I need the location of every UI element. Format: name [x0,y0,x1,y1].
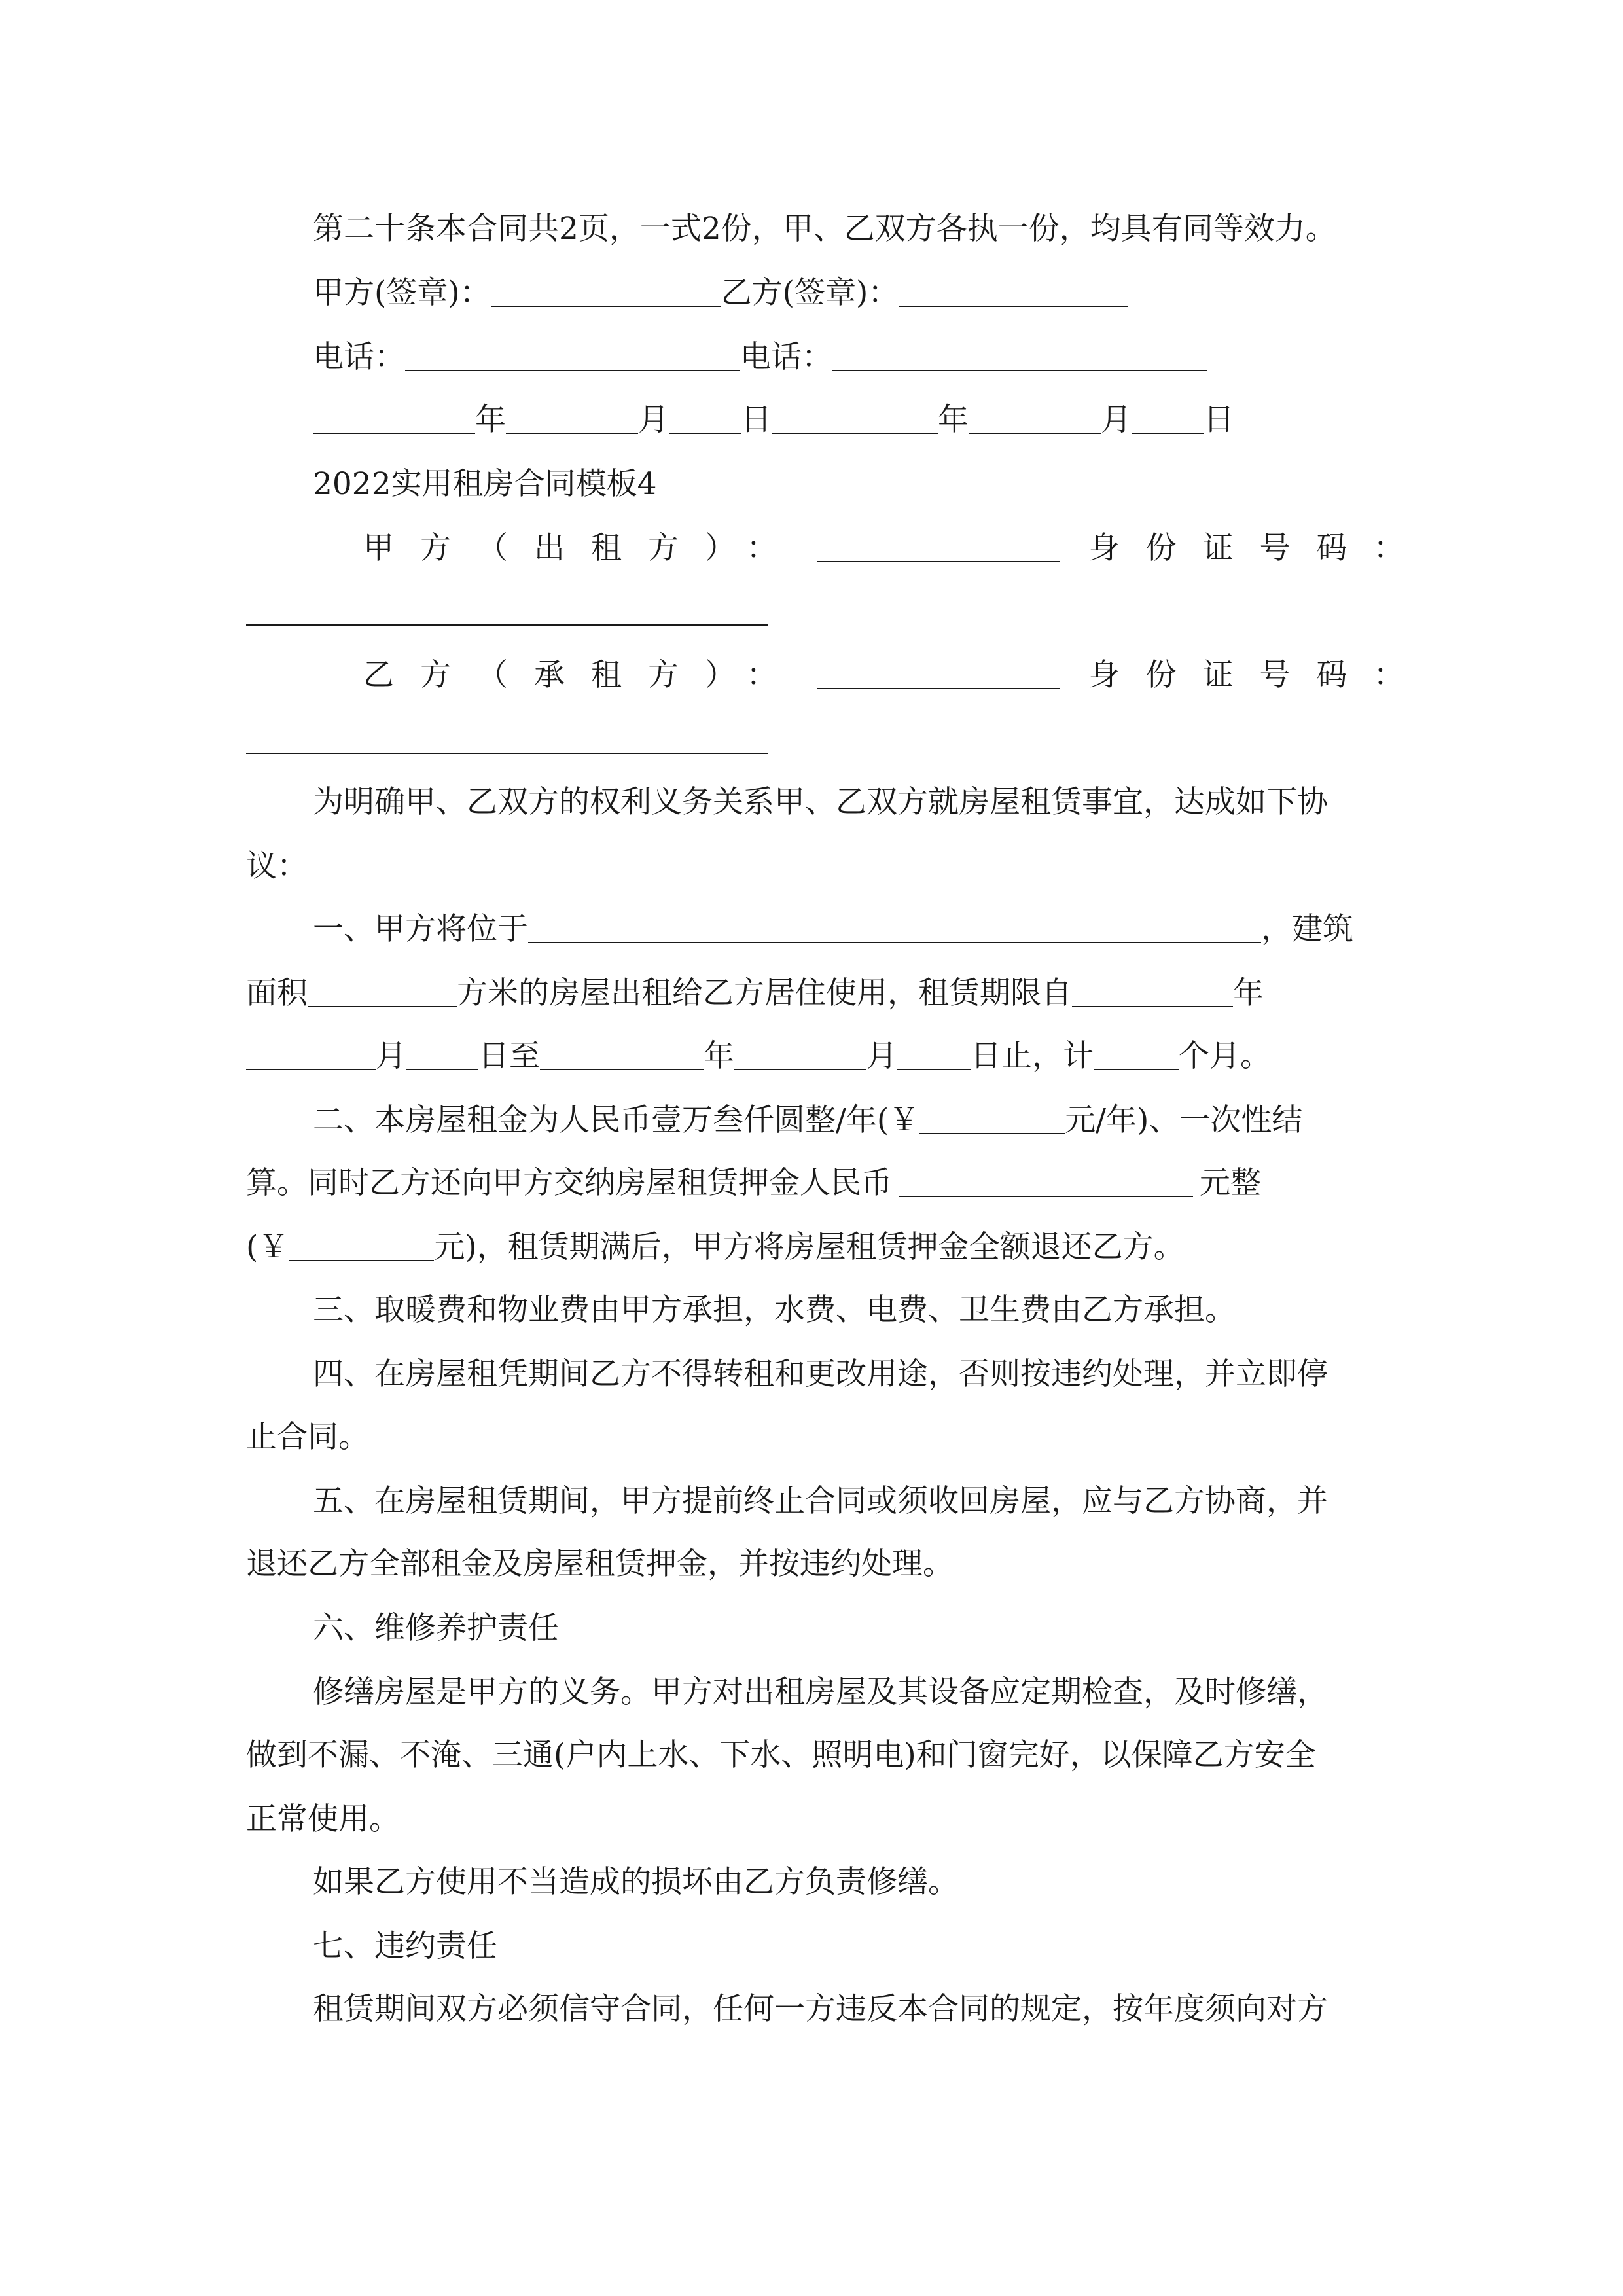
party-b-id-label: 身份证号码： [1088,657,1431,693]
clause-20: 第二十条本合同共2页，一式2份，甲、乙双方各执一份，均具有同等效力。 [313,211,1336,247]
party-a-id-blank[interactable] [246,624,768,626]
art2-line-2 [246,1164,1261,1203]
art7-heading: 七、违约责任 [313,1928,497,1964]
art1-text-c: 面积 [246,975,308,1011]
party-b-phone-label: 电话： [740,339,832,375]
area-blank[interactable] [308,977,457,1007]
month-label: 月 [638,402,669,438]
art1-text-g: 日至 [478,1038,540,1074]
art1-text-e: 年 [1233,975,1264,1011]
a-day-blank[interactable] [669,404,741,434]
party-a-id-label: 身份证号码： [1088,530,1431,566]
art2-text-c: 算。同时乙方还向甲方交纳房屋租赁押金人民币 [246,1165,892,1201]
art1-text-h: 年 [704,1038,734,1074]
art2-line-3 [246,1228,1185,1267]
b-day-blank[interactable] [1132,404,1204,434]
art1-text-f: 月 [376,1038,406,1074]
party-a-label: 甲方（出租方）： [363,530,804,566]
party-b-sign-blank[interactable] [899,277,1128,307]
end-day-blank[interactable] [897,1040,971,1070]
party-b-sign-label: 乙方(签章)： [721,275,899,311]
day-label: 日 [1204,402,1234,438]
party-b-name-blank[interactable] [817,659,1060,689]
b-year-blank[interactable] [772,404,938,434]
art1-text-b: ，建筑 [1261,911,1353,947]
start-year-blank[interactable] [1072,977,1233,1007]
end-year-blank[interactable] [540,1040,704,1070]
art6-line-3: 正常使用。 [246,1801,400,1837]
b-month-blank[interactable] [969,404,1101,434]
art4-line-2: 止合同。 [246,1419,369,1455]
months-blank[interactable] [1094,1040,1179,1070]
property-address-blank[interactable] [528,913,1261,943]
party-a-phone-blank[interactable] [405,341,740,371]
party-b-label: 乙方（承租方）： [363,657,804,693]
a-month-blank[interactable] [506,404,638,434]
party-b-id-blank[interactable] [246,753,768,754]
intro-line-1: 为明确甲、乙双方的权利义务关系甲、乙双方就房屋租赁事宜，达成如下协 [313,784,1328,820]
start-day-blank[interactable] [406,1040,478,1070]
party-a-sign-blank[interactable] [491,277,721,307]
month-label: 月 [1101,402,1132,438]
a-year-blank[interactable] [313,404,475,434]
day-label: 日 [741,402,772,438]
art3: 三、取暖费和物业费由甲方承担，水费、电费、卫生费由乙方承担。 [313,1292,1236,1328]
art2-text-d: 元整 [1200,1165,1261,1201]
art1-line-3 [246,1037,1271,1076]
art7-line-1: 租赁期间双方必须信守合同，任何一方违反本合同的规定，按年度须向对方 [313,1991,1328,2027]
deposit-amount-blank[interactable] [289,1231,434,1261]
year-label: 年 [475,402,506,438]
art1-text-d: 方米的房屋出租给乙方居住使用，租赁期限自 [457,975,1072,1011]
art2-text-e: (￥ [246,1229,289,1265]
end-month-blank[interactable] [734,1040,866,1070]
phone-line [313,338,1207,377]
art6-line-2: 做到不漏、不淹、三通(户内上水、下水、照明电)和门窗完好，以保障乙方安全 [246,1737,1316,1773]
art6-line-4: 如果乙方使用不当造成的损坏由乙方负责修缮。 [313,1864,959,1900]
art6-heading: 六、维修养护责任 [313,1610,559,1646]
party-a-phone-label: 电话： [313,339,405,375]
art5-line-1: 五、在房屋租赁期间，甲方提前终止合同或须收回房屋，应与乙方协商，并 [313,1483,1328,1519]
year-label: 年 [938,402,969,438]
art5-line-2: 退还乙方全部租金及房屋租赁押金，并按违约处理。 [246,1546,954,1582]
art1-text-i: 月 [866,1038,897,1074]
rent-amount-blank[interactable] [919,1104,1065,1134]
art1-line-1 [313,910,1353,949]
party-a-row [363,529,1431,568]
document-title: 2022实用租房合同模板4 [313,466,657,502]
art2-text-a: 二、本房屋租金为人民币壹万叁仟圆整/年(￥ [313,1102,920,1138]
signature-line [313,274,1128,313]
art1-text-k: 个月。 [1179,1038,1271,1074]
start-month-blank[interactable] [246,1040,376,1070]
art1-text-a: 一、甲方将位于 [313,911,528,947]
deposit-words-blank[interactable] [899,1167,1193,1197]
intro-line-2: 议： [246,848,308,884]
art1-line-2 [246,974,1264,1013]
party-b-row [363,656,1431,695]
date-line [313,401,1234,440]
art2-text-b: 元/年)、一次性结 [1065,1102,1303,1138]
party-a-sign-label: 甲方(签章)： [313,275,491,311]
art4-line-1: 四、在房屋租凭期间乙方不得转租和更改用途，否则按违约处理，并立即停 [313,1356,1328,1392]
art2-line-1 [313,1101,1302,1140]
party-a-name-blank[interactable] [817,532,1060,562]
art1-text-j: 日止，计 [971,1038,1094,1074]
art6-line-1: 修缮房屋是甲方的义务。甲方对出租房屋及其设备应定期检查，及时修缮， [313,1674,1328,1710]
art2-text-f: 元)，租赁期满后，甲方将房屋租赁押金全额退还乙方。 [434,1229,1185,1265]
party-b-phone-blank[interactable] [832,341,1207,371]
